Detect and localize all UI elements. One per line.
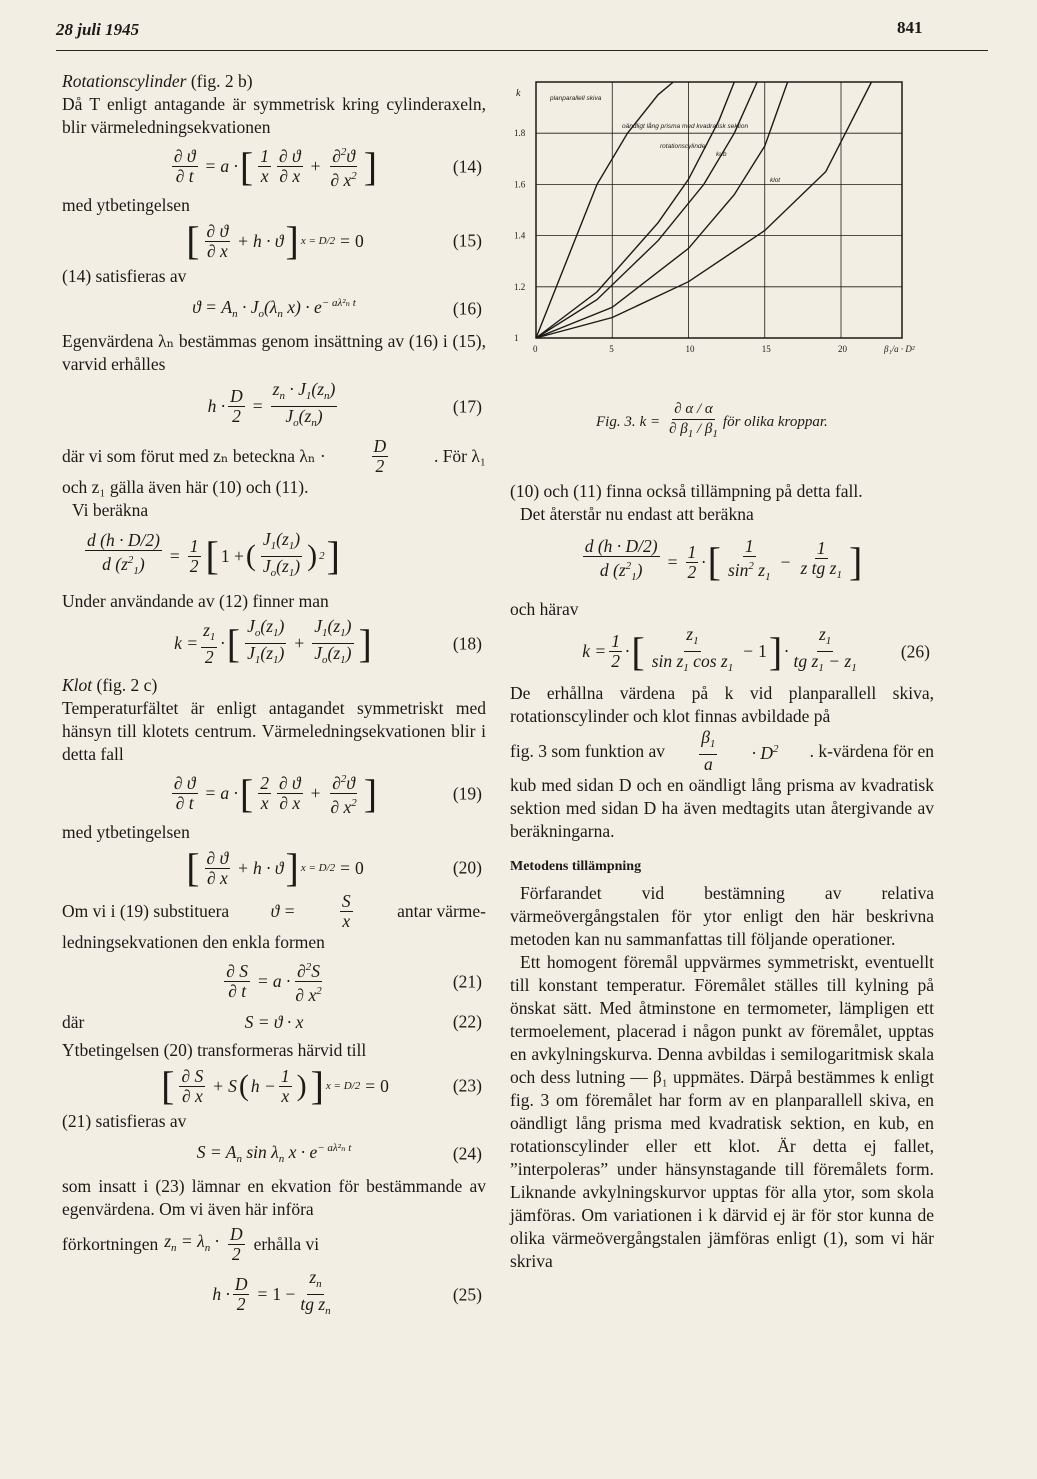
paragraph: erhålla vi bbox=[253, 1234, 320, 1254]
figure-3-chart bbox=[510, 70, 930, 390]
header-date: 28 juli 1945 bbox=[56, 20, 140, 39]
curve-label: kub bbox=[716, 151, 727, 158]
equation-20: [ $\frac{\partial ϑ}{\partial x}$ + h · ϑ ] x = D/2 = 0 (20) bbox=[186, 845, 482, 890]
paragraph: och härav bbox=[510, 599, 579, 619]
series-line bbox=[536, 82, 673, 338]
section-title-metodens: Metodens tillämpning bbox=[510, 859, 642, 874]
paragraph: (10) och (11) finna också tillämpning på detta fall. bbox=[510, 481, 863, 501]
x-tick-label: 5 bbox=[609, 344, 614, 354]
equation-number: (20) bbox=[452, 857, 482, 878]
page-header bbox=[0, 0, 1037, 60]
paragraph: Förfarandet vid bestämning av relativa värmeövergångstalen för ytor enligt den här beskrivna metoden kan nu sammanfattas till följande operationer. bbox=[510, 883, 934, 949]
curve-label: oändligt lång prisma med kvadratisk sektion bbox=[622, 123, 749, 130]
equation-number: (25) bbox=[452, 1284, 482, 1304]
paragraph: med ytbetingelsen bbox=[62, 195, 190, 215]
paragraph: fig. 3 som funktion av bbox=[510, 740, 666, 761]
equation-number: (16) bbox=[452, 298, 482, 319]
section-title-rotationscylinder: Rotationscylinder bbox=[62, 71, 187, 91]
right-column: (10) och (11) finna också tillämpning på detta fall. Det återstår nu endast att beräkna $\frac{d (h \cdot D/2)}{d (z^2_1)}$ = $\frac{1}{2}$ · [ $\frac{1}{\sin^2 z_1}$ − $\frac{1}{z tg z_1}$ ] och härav k = $\frac{1}{2}$ · [ $\frac{z_1}{\sin z_1 \cos z_1}$ − 1 ] · $\frac{z_1}{tg z_1 - z_1}$ (26) De erhållna värdena på k vid planparallell skiva, rotationscylinder och klot finnas avbildade på fig. 3 som funktion av $\frac{\beta_1}{a}$ · $D^2$ . k-värdena för en kub med sidan D och en oändligt lång prisma av kvadratisk sektion med sidan D ha även medtagits utan återgivande av beräkningarna. Metodens tillämpning Förfarandet vid bestämning av relativa värmeövergångstalen för ytor enligt den här beskrivna metoden kan nu sammanfattas till följande operationer. Ett homogent föremål uppvärmes symmetriskt, eventuellt till konstant temperatur. Föremålet ställes till kylning på önskat sätt. Med åtminstone en termometer, lämpligen ett termoelement, placerad i någon punkt av föremålet, upptas en avkylningskurva. Denna avbildas i semilogaritmisk skala och dess lutning — β₁ uppmätes. Därpå bestämmes k enligt fig. 3 om föremålet har form av en planparallell skiva, en oändligt lång prisma med kvadratisk sektion, en kub, en rotationscylinder eller ett klot. Är detta ej fallet, ”interpoleras” under hänsynstagande till föremålets form. Liknande avkylningskurvor upptas för alla ytor, som skola jämföras. Om variationen i k därvid ej är för stor kunna de olika värmeövergångstalen jämföras enligt (1), som vi här skriva bbox=[510, 481, 934, 1271]
x-tick-label: 15 bbox=[761, 344, 771, 354]
paragraph: (21) satisfieras av bbox=[62, 1111, 187, 1131]
y-tick-label: 1.2 bbox=[514, 281, 526, 292]
caption-prefix: Fig. 3. bbox=[596, 413, 636, 430]
x-tick-label: 10 bbox=[685, 344, 695, 354]
equation-21: $\frac{\partial S}{\partial t}$ = a · $\frac{\partial^2S}{\partial x^2}$ (21) bbox=[62, 958, 486, 1005]
paragraph: och z₁ gälla även här (10) och (11). bbox=[62, 477, 309, 497]
equation-number: (15) bbox=[452, 230, 482, 251]
y-tick-label: 1.8 bbox=[514, 128, 526, 139]
paragraph: med ytbetingelsen bbox=[62, 822, 190, 842]
equation-14: $\frac{\partial ϑ}{\partial t}$ = a · [ $\frac{1}{x}$ $\frac{\partial ϑ}{\partial x}$ + $\frac{\partial^2ϑ}{\partial x^2}$ ] (14) bbox=[173, 143, 482, 190]
paragraph: Temperaturfältet är enligt antagandet symmetriskt med hänsyn till klotets centrum. Värmeledningsekvationen blir i detta fall bbox=[62, 698, 486, 764]
paragraph: Ytbetingelsen (20) transformeras härvid till bbox=[62, 1040, 367, 1060]
equation-25: h · $\frac{D}{2}$ = 1 − $\frac{z_n}{tg z_n}$ (25) bbox=[212, 1267, 482, 1317]
left-column: Rotationscylinder (fig. 2 b) Då T enligt antagande är symmetrisk kring cylinderaxeln, blir värmeledningsekvationen $\frac{\partial ϑ}{\partial t}$ = a · [ $\frac{1}{x}$ $\frac{\partial ϑ}{\partial x}$ + $\frac{\partial^2ϑ}{\partial x^2}$ ] (14) med ytbetingelsen [ $\frac{\partial ϑ}{\partial x}$ + h · ϑ ] x = D/2 = 0 (15) (14) satisfieras av $ϑ = A_n \cdot J_o(\lambda_n$ $x) \cdot e^{- a\lambda^2_n t}$ (16) Egenvärdena λₙ bestämmas genom insättning av (16) i (15), varvid erhålles h · $\frac{D}{2}$ = $\frac{z_n \cdot J_1(z_n)}{J_o(z_n)}$ (17) där vi som förut med zₙ beteckna λₙ · $\frac{D}{2}$ . För λ₁ och z₁ gälla även här (10) och (11). Vi beräkna $\frac{d (h \cdot D/2)}{d (z^2_1)}$ = $\frac{1}{2}$ [ 1 + ( $\frac{J_1(z_1)}{J_o(z_1)}$ ) 2 ] Under användande av (12) finner man k = $\frac{z_1}{2}$ · [ $\frac{J_o(z_1)}{J_1(z_1)}$ + $\frac{J_1(z_1)}{J_o(z_1)}$ ] (18) Klot (fig. 2 c) Temperaturfältet är enligt antagandet symmetriskt med hänsyn till klotets centrum. Värmeledningsekvationen blir i detta fall $\frac{\partial ϑ}{\partial t}$ = a · [ $\frac{2}{x}$ $\frac{\partial ϑ}{\partial x}$ + $\frac{\partial^2ϑ}{\partial x^2}$ ] (19) med ytbetingelsen [ $\frac{\partial ϑ}{\partial x}$ + h · ϑ ] x = D/2 = 0 (20) Om vi i (19) substituera ϑ = $\frac{S}{x}$ antar värme- ledningsekvationen den enkla formen $\frac{\partial S}{\partial t}$ = a · $\frac{\partial^2S}{\partial x^2}$ (21) där S = ϑ · x (22) Ytbetingelsen (20) transformeras härvid till [ $\frac{\partial S}{\partial x}$ + S ( h − $\frac{1}{x}$ ) ] x = D/2 = 0 (23) (21) satisfieras av $S = A_n$ $\sin \lambda_n$ $x \cdot e^{- a\lambda^2_n t}$ (24) som insatt i (23) lämnar en ekvation för bestämmande av egenvärdena. Om vi även här införa förkortningen $z_n = \lambda_n$ · $\frac{D}{2}$ erhålla vi h · $\frac{D}{2}$ = 1 − $\frac{z_n}{tg z_n}$ (25) bbox=[62, 70, 486, 1325]
paragraph: Vi beräkna bbox=[72, 500, 149, 520]
equation-number: (18) bbox=[452, 633, 482, 653]
equation-17: h · $\frac{D}{2}$ = $\frac{z_n \cdot J_1(z_n)}{J_o(z_n)}$ (17) bbox=[207, 379, 482, 429]
equation-24: $S = A_n$ $\sin \lambda_n$ $x \cdot e^{- a\lambda^2_n t}$ (24) bbox=[196, 1142, 482, 1165]
equation-derivative-2: $\frac{d (h \cdot D/2)}{d (z^2_1)}$ = $\frac{1}{2}$ · [ $\frac{1}{\sin^2 z_1}$ − $\frac{1}{z tg z_1}$ ] bbox=[584, 536, 863, 584]
y-tick-label: 1.6 bbox=[514, 179, 526, 190]
paragraph: . k-värdena för en bbox=[809, 740, 934, 761]
caption-suffix: för olika kroppar. bbox=[722, 413, 828, 430]
equation-derivative: $\frac{d (h \cdot D/2)}{d (z^2_1)}$ = $\frac{1}{2}$ [ 1 + ( $\frac{J_1(z_1)}{J_o(z_1)}$ ) 2 ] bbox=[87, 528, 340, 579]
curve-label: planparallell skiva bbox=[550, 95, 602, 102]
equation-number: (21) bbox=[452, 971, 482, 991]
paragraph: De erhållna värdena på k vid planparallell skiva, rotationscylinder och klot finnas avbildade på bbox=[510, 683, 934, 726]
equation-19: $\frac{\partial ϑ}{\partial t}$ = a · [ $\frac{2}{x}$ $\frac{\partial ϑ}{\partial x}$ + $\frac{\partial^2ϑ}{\partial x^2}$ ] (19) bbox=[173, 770, 482, 817]
curve-label: klot bbox=[770, 177, 781, 184]
equation-26: k = $\frac{1}{2}$ · [ $\frac{z_1}{\sin z_1 \cos z_1}$ − 1 ] · $\frac{z_1}{tg z_1 - z_1}$ (26) bbox=[582, 624, 930, 674]
curve-label: rotationscylinder bbox=[660, 143, 708, 150]
series-line bbox=[536, 82, 757, 338]
paragraph: kub med sidan D och en oändligt lång prisma av kvadratisk sektion med sidan D ha även medtagits utan återgivande av beräkningarna. bbox=[510, 775, 934, 841]
paragraph: . För λ₁ bbox=[433, 446, 486, 466]
equation-number: (26) bbox=[900, 641, 930, 661]
equation-16: $ϑ = A_n \cdot J_o(\lambda_n$ $x) \cdot e^{- a\lambda^2_n t}$ (16) bbox=[192, 297, 482, 320]
series-line bbox=[536, 82, 734, 338]
equation-number: (24) bbox=[452, 1143, 482, 1164]
x-axis-label: β₁/a · D² bbox=[884, 344, 915, 354]
label-dar: där bbox=[62, 1011, 85, 1032]
equation-number: (14) bbox=[452, 156, 482, 176]
paragraph: (14) satisfieras av bbox=[62, 266, 187, 286]
page-number: 841 bbox=[897, 18, 923, 37]
equation-number: (22) bbox=[452, 1011, 482, 1032]
y-tick-label: 1.4 bbox=[514, 230, 526, 241]
fig-ref: (fig. 2 b) bbox=[190, 71, 253, 91]
paragraph: Då T enligt antagande är symmetrisk kring cylinderaxeln, blir värmeledningsekvationen bbox=[62, 94, 486, 137]
y-axis-top-label: k bbox=[516, 88, 521, 99]
equation-15: [ $\frac{\partial ϑ}{\partial x}$ + h · ϑ ] x = D/2 = 0 (15) bbox=[186, 218, 482, 263]
equation-18: k = $\frac{z_1}{2}$ · [ $\frac{J_o(z_1)}{J_1(z_1)}$ + $\frac{J_1(z_1)}{J_o(z_1)}$ ] (18) bbox=[174, 616, 482, 667]
x-tick-label: 0 bbox=[533, 344, 538, 354]
equation-number: (23) bbox=[452, 1075, 482, 1096]
paragraph: där vi som förut med zₙ beteckna λₙ · bbox=[62, 446, 326, 466]
series-line bbox=[536, 82, 788, 338]
equation-number: (17) bbox=[452, 396, 482, 416]
paragraph: förkortningen bbox=[62, 1234, 159, 1254]
paragraph: Om vi i (19) substituera bbox=[62, 901, 230, 921]
header-rule bbox=[56, 50, 988, 51]
fig-ref: (fig. 2 c) bbox=[96, 675, 158, 695]
paragraph: Det återstår nu endast att beräkna bbox=[520, 504, 754, 524]
x-tick-label: 20 bbox=[838, 344, 847, 354]
section-title-klot: Klot bbox=[62, 675, 93, 695]
y-tick-label: 1 bbox=[514, 333, 519, 343]
paragraph: Under användande av (12) finner man bbox=[62, 591, 329, 611]
equation-22: där S = ϑ · x (22) bbox=[62, 1011, 482, 1032]
paragraph: som insatt i (23) lämnar en ekvation för bestämmande av egenvärdena. Om vi även här införa bbox=[62, 1176, 486, 1219]
paragraph: Ett homogent föremål uppvärmes symmetriskt, eventuellt till konstant temperatur. Föremålet ställes till kylning på önskat sätt. Med åtminstone en termometer, lämpligen ett termoelement, placerad i någon punkt av föremålet, upptas en avkylningskurva. Denna avbildas i semilogaritmisk skala och dess lutning — β₁ uppmätes. Därpå bestämmes k enligt fig. 3 om föremålet har form av en planparallell skiva, en oändligt lång prisma med kvadratisk sektion, en kub, en rotationscylinder eller ett klot. Är detta ej fallet, ”interpoleras” under hänsynstagande till föremålets form. Liknande avkylningskurvor upptas för alla ytor, som skola jämföras. Om variationen i k därvid ej är för stor kunna de olika värmeövergångstalen jämföras enligt (1), som vi här skriva bbox=[510, 952, 934, 1271]
paragraph: ledningsekvationen den enkla formen bbox=[62, 932, 325, 952]
equation-number: (19) bbox=[452, 783, 482, 803]
equation-23: [ $\frac{\partial S}{\partial x}$ + S ( h − $\frac{1}{x}$ ) ] x = D/2 = 0 (23) bbox=[161, 1063, 482, 1108]
paragraph: antar värme- bbox=[397, 901, 486, 921]
figure-caption: Fig. 3. k = $\frac{\partial \alpha / \alpha}{\partial \beta_1 / \beta_1}$ för olika kroppar. bbox=[596, 401, 828, 440]
paragraph: Egenvärdena λₙ bestämmas genom insättning av (16) i (15), varvid erhålles bbox=[62, 331, 486, 374]
